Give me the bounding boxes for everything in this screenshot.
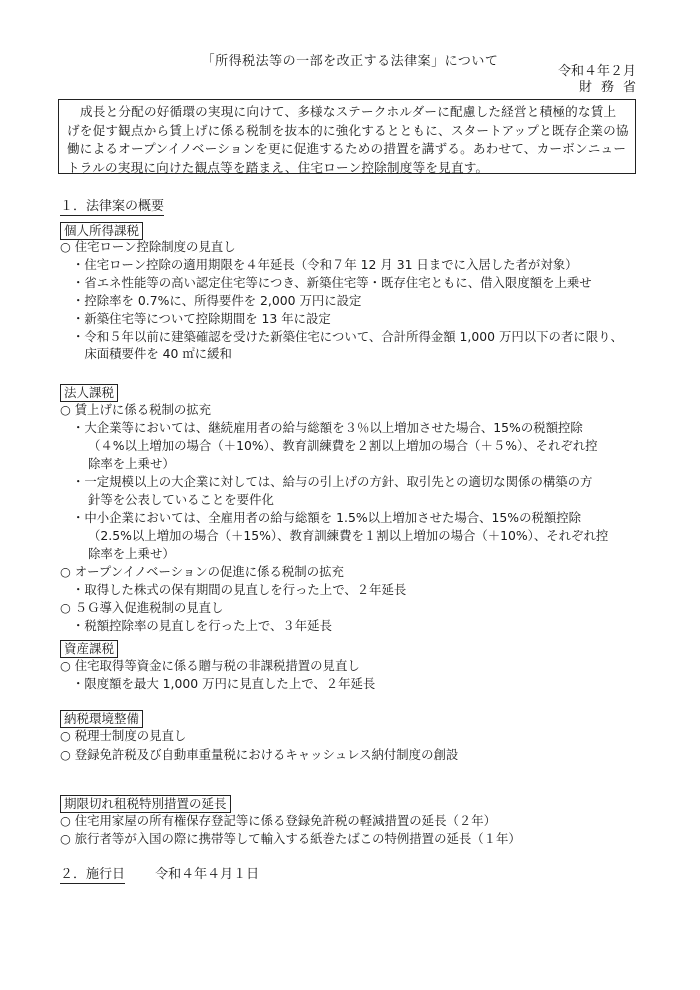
summary-line: によるオープンイノベーションを更に促進するための措置を講ずる。あわせて、カーボンニュートラ [67,141,627,175]
bullet-line: 除率を上乗せ） [88,546,175,561]
item-heading: ○ オープンイノベーションの促進に係る税制の拡充 [60,564,344,579]
summary-box [58,99,636,174]
bullet-line: 除率を上乗せ） [88,456,175,471]
item-heading: ○ 税理士制度の見直し [60,728,187,743]
bullet-line: ・一定規模以上の大企業に対しては、給与の引上げの方針、取引先との適切な関係の構築の方 [72,474,593,489]
date-block [557,64,645,96]
category-asset [60,638,118,658]
category-expiring-measures [60,793,231,813]
category-label: 納税環境整備 [60,710,143,728]
section-2 [60,866,259,883]
bullet-line: ・令和５年以前に建築確認を受けた新築住宅について、合計所得金額 1,000 万円以下の者に限り、 [72,329,623,344]
bullet-line: ・取得した株式の保有期間の見直しを行った上で、２年延長 [72,582,407,597]
item-heading: ○ 住宅用家屋の所有権保存登記等に係る登録免許税の軽減措置の延長（２年） [60,813,497,828]
bullet-line: ・税額控除率の見直しを行った上で、３年延長 [72,618,332,633]
category-label: 法人課税 [60,384,118,402]
category-tax-environment [60,708,143,728]
category-corporate [60,382,118,402]
summary-line: 成長と分配の好循環の実現に向けて、多様なステークホルダーに配慮した経営と積極的な賃上げ [67,104,617,138]
bullet-line: （2.5%以上増加の場合（＋15%）、教育訓練費を１割以上増加の場合（＋10%）、それぞれ控 [88,528,609,543]
summary-line: を促す観点から賃上げに係る税制を抜本的に強化するとともに、スタートアップと既存企業の協働 [67,122,629,156]
item-heading: ○ 住宅ローン控除制度の見直し [60,239,236,254]
bullet-line: （４%以上増加の場合（＋10%）、教育訓練費を２割以上増加の場合（＋５%）、それぞれ控 [88,438,598,453]
item-heading: ○ 賃上げに係る税制の拡充 [60,402,212,417]
section-1-heading [60,198,164,215]
bullet-line: ・限度額を最大 1,000 万円に見直した上で、２年延長 [72,676,376,691]
section-1-heading-text: １．法律案の概要 [60,199,165,214]
ministry-name: 財務省 [578,80,645,95]
document-title: 「所得税法等の一部を改正する法律案」について [201,54,499,69]
bullet-line: ・控除率を 0.7%に、所得要件を 2,000 万円に設定 [72,293,362,308]
item-heading: ○ 住宅取得等資金に係る贈与税の非課税措置の見直し [60,658,360,673]
bullet-line: ・中小企業においては、全雇用者の給与総額を 1.5%以上増加させた場合、15%の税額控除 [72,510,582,525]
item-heading: ○ 登録免許税及び自動車重量税におけるキャッシュレス納付制度の創設 [60,747,459,762]
issue-date: 令和４年２月 [557,64,636,79]
bullet-line: ・省エネ性能等の高い認定住宅等につき、新築住宅等・既存住宅ともに、借入限度額を上乗せ [72,275,592,290]
item-heading: ○ ５Ｇ導入促進税制の見直し [60,600,224,615]
enforcement-date: 令和４年４月１日 [155,867,260,882]
summary-line: ルの実現に向けた観点等を踏まえ、住宅ローン控除制度等を見直す。 [92,159,489,175]
category-label: 個人所得課税 [60,222,143,240]
bullet-line: 床面積要件を 40 ㎡に緩和 [72,346,232,361]
item-heading: ○ 旅行者等が入国の際に携帯等して輸入する紙巻たばこの特例措置の延長（１年） [60,831,521,846]
category-label: 資産課税 [60,640,118,658]
bullet-line: 針等を公表していることを要件化 [88,492,274,507]
category-label: 期限切れ租税特別措置の延長 [60,795,231,813]
bullet-line: ・新築住宅等について控除期間を 13 年に設定 [72,311,331,326]
bullet-line: ・住宅ローン控除の適用期限を４年延長（令和７年 12 月 31 日までに入居した者が対象） [72,257,578,272]
category-individual [60,220,143,240]
section-2-heading: ２．施行日 [60,867,126,882]
bullet-line: ・大企業等においては、継続雇用者の給与総額を３％以上増加させた場合、15%の税額控除 [72,420,583,435]
